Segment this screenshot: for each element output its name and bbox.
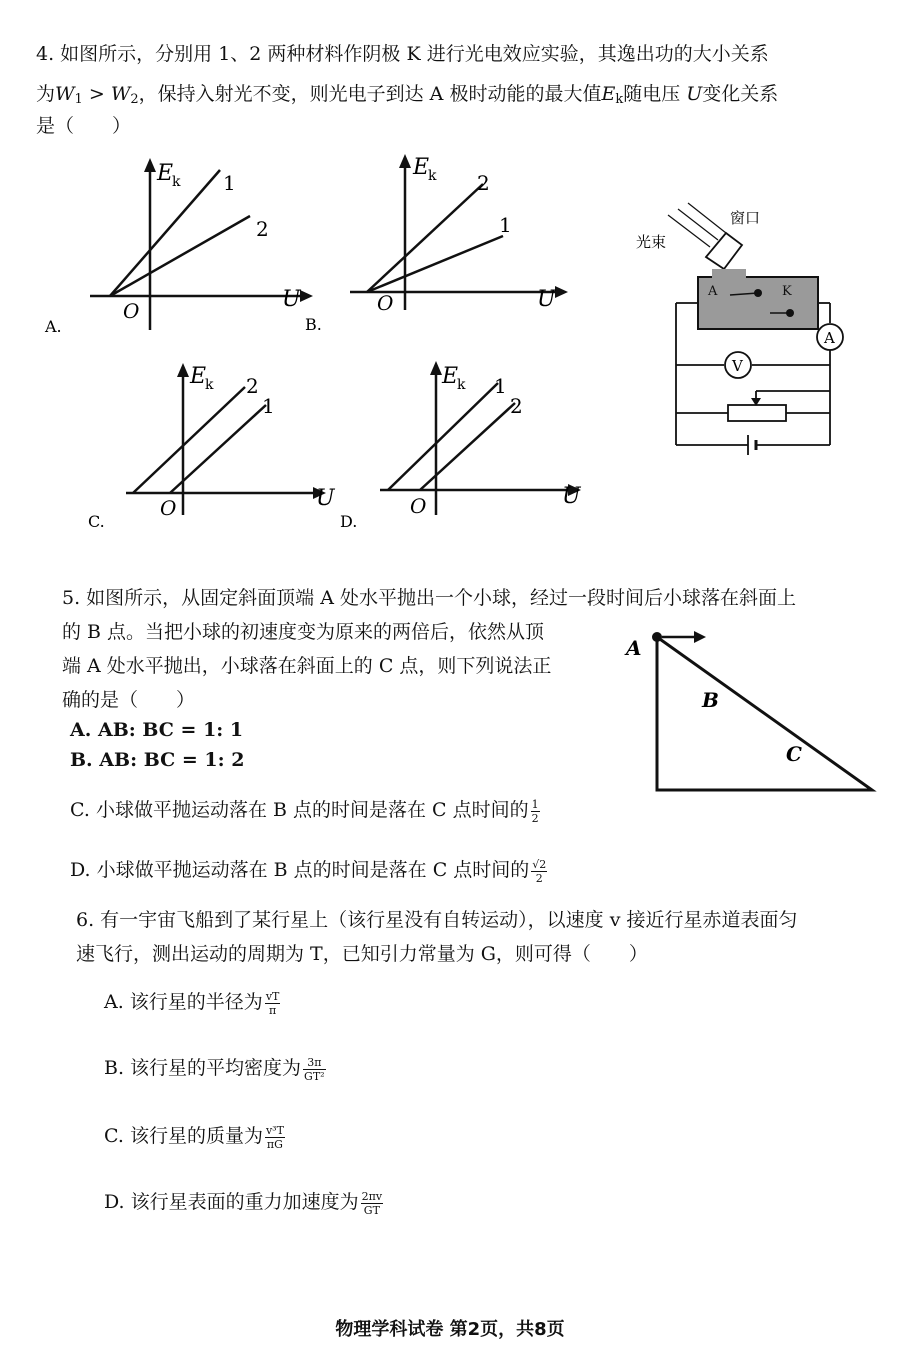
q5-option-b: B. AB: BC = 1: 2 <box>70 749 245 771</box>
graph-c <box>88 355 358 535</box>
svg-text:E: E <box>157 161 174 186</box>
svg-text:k: k <box>172 174 181 190</box>
q6-option-d: D. 该行星表面的重力加速度为 $\frac{2\pi v}{GT}$ <box>104 1189 383 1217</box>
svg-text:B.: B. <box>305 315 322 334</box>
svg-text:E: E <box>413 155 430 180</box>
svg-text:2: 2 <box>510 394 523 418</box>
svg-text:U: U <box>562 484 581 509</box>
q6-option-c: C. 该行星的质量为 $\frac{\text{v³T}}{\pi G}$ <box>104 1123 284 1151</box>
q6-line2: 速飞行，测出运动的周期为 T，已知引力常量为 G，则可得（ ） <box>76 943 648 965</box>
svg-text:1: 1 <box>262 394 275 418</box>
svg-text:V: V <box>732 357 743 375</box>
svg-text:A: A <box>708 284 718 299</box>
svg-text:2: 2 <box>256 217 269 241</box>
svg-text:C: C <box>786 742 802 766</box>
q4-line1: 4. 如图所示，分别用 1、2 两种材料作阴极 K 进行光电效应实验，其逸出功的大小关系 <box>36 43 769 65</box>
q4-line2: 为$W_1 > W_2$，保持入射光不变，则光电子到达 A 极时动能的最大值$E_k$随电压 U变化关系 <box>36 83 779 107</box>
q5-line2: 的 B 点。当把小球的初速度变为原来的两倍后，依然从顶 <box>62 621 545 643</box>
graph-b <box>305 150 575 340</box>
q6-line1: 6. 有一宇宙飞船到了某行星上（该行星没有自转运动），以速度 v 接近行星赤道表面匀 <box>76 909 798 931</box>
q6-option-b: B. 该行星的平均密度为 $\frac{3\pi}{\text{GT²}}$ <box>104 1055 325 1083</box>
page-footer: 物理学科试卷 第2页，共8页 <box>335 1319 565 1340</box>
svg-text:E: E <box>190 364 207 389</box>
svg-text:C.: C. <box>88 512 105 531</box>
svg-text:2: 2 <box>246 374 259 398</box>
q5-option-a: A. AB: BC = 1: 1 <box>70 719 244 741</box>
graph-d <box>340 355 610 535</box>
svg-text:k: k <box>457 377 466 393</box>
svg-text:窗口: 窗口 <box>730 209 761 227</box>
q5-option-d: D. 小球做平抛运动落在 B 点的时间是落在 C 点时间的 $\frac{√2}{2}$ <box>70 857 547 885</box>
svg-text:光束: 光束 <box>636 233 667 251</box>
q4-line3: 是（ ） <box>36 115 132 137</box>
graph-a <box>45 150 315 340</box>
svg-text:k: k <box>428 168 437 184</box>
svg-text:U: U <box>316 486 335 511</box>
q5-line3: 端 A 处水平抛出，小球落在斜面上的 C 点，则下列说法正 <box>62 655 552 677</box>
photoelectric-circuit <box>630 195 850 465</box>
q5-line1: 5. 如图所示，从固定斜面顶端 A 处水平抛出一个小球，经过一段时间后小球落在斜面上 <box>62 587 796 609</box>
svg-text:A.: A. <box>45 317 62 336</box>
svg-text:1: 1 <box>223 171 236 195</box>
svg-text:2: 2 <box>477 171 490 195</box>
svg-text:A: A <box>824 329 835 347</box>
q5-option-c: C. 小球做平抛运动落在 B 点的时间是落在 C 点时间的 $\frac{1}{2}$ <box>70 797 539 825</box>
svg-text:U: U <box>282 287 301 312</box>
q6-option-a: A. 该行星的半径为 $\frac{vT}{\pi}$ <box>104 989 280 1017</box>
incline-figure <box>620 625 880 795</box>
svg-text:k: k <box>205 377 214 393</box>
svg-text:E: E <box>442 364 459 389</box>
svg-text:U: U <box>537 287 556 312</box>
svg-text:1: 1 <box>494 374 507 398</box>
svg-text:O: O <box>160 496 177 520</box>
svg-text:A: A <box>626 636 642 660</box>
svg-text:B: B <box>702 688 719 712</box>
svg-text:K: K <box>782 284 792 299</box>
svg-text:1: 1 <box>499 213 512 237</box>
svg-text:O: O <box>123 299 140 323</box>
svg-text:D.: D. <box>340 512 358 531</box>
q5-line4: 确的是（ ） <box>62 689 196 711</box>
svg-text:O: O <box>410 494 427 518</box>
svg-text:O: O <box>377 291 394 315</box>
